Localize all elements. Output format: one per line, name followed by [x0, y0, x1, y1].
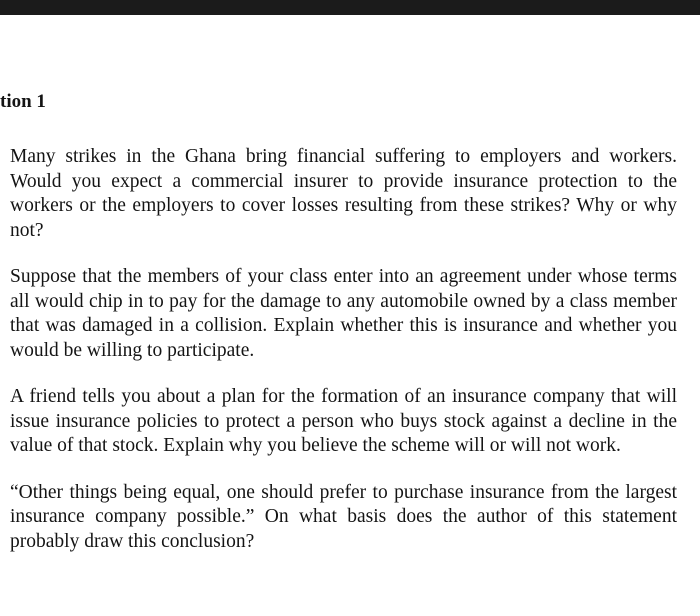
question-paragraph-2: Suppose that the members of your class enter into an agreement under whose terms all would chip in to pay for the damage to any automobile owned by a class member that was damaged in a collision. Explain whether this is insurance and whether you would be willing to participate.	[10, 266, 677, 361]
question-paragraph-4: “Other things being equal, one should prefer to purchase insurance from the largest insurance company possible.” On what basis does the author of this statement probably draw this conclusion?	[10, 481, 677, 552]
top-bar	[0, 0, 700, 15]
question-paragraph-1: Many strikes in the Ghana bring financial suffering to employers and workers. Would you expect a commercial insurer to provide insurance protection to the workers or the employers to cover losses resulting from these strikes? Why or why not?	[10, 146, 677, 241]
question-paragraph-3: A friend tells you about a plan for the formation of an insurance company that will issue insurance policies to protect a person who buys stock against a decline in the value of that stock. Explain why you believe the scheme will or will not work.	[10, 386, 677, 456]
document-body	[10, 145, 677, 576]
section-heading: tion 1	[0, 91, 46, 112]
